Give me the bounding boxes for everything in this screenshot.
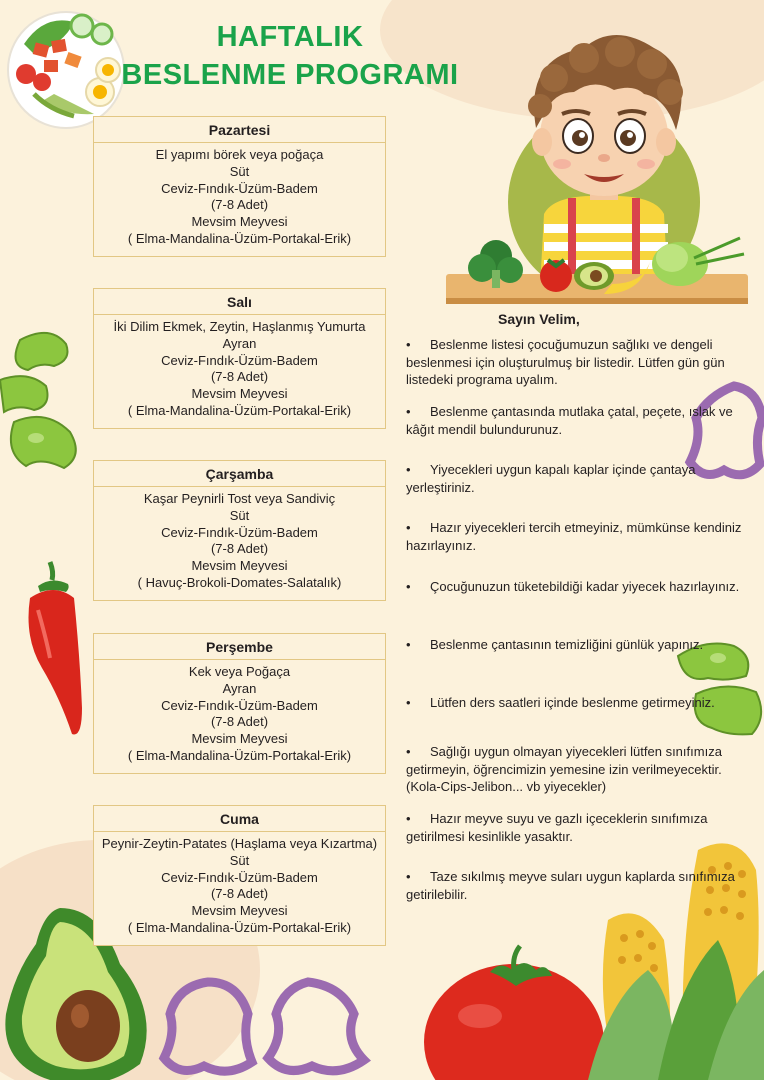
- menu-item: ( Elma-Mandalina-Üzüm-Portakal-Erik): [127, 747, 352, 763]
- menu-item: Kaşar Peynirli Tost veya Sandiviç: [143, 491, 336, 506]
- day-card-wednesday: [93, 460, 386, 601]
- day-name: Cuma: [94, 806, 385, 832]
- note-item: [406, 743, 746, 796]
- note-text: Hazır yiyecekleri tercih etmeyiniz, mümkünse kendiniz hazırlayınız.: [406, 520, 742, 553]
- note-text: Beslenme listesi çocuğumuzun sağlıkı ve dengeli beslenmesi için oluşturulmuş bir listedir. Lütfen gün gün listedeki programa uyalım.: [406, 337, 725, 387]
- menu-item: Peynir-Zeytin-Patates (Haşlama veya Kızartma): [101, 836, 378, 851]
- menu-item: Mevsim Meyvesi: [191, 903, 288, 919]
- bullet: •: [406, 869, 411, 884]
- note-text: Yiyecekleri uygun kapalı kaplar içinde çantaya yerleştiriniz.: [406, 462, 696, 495]
- tomato-illustration: [420, 942, 606, 1080]
- menu-item: Süt: [229, 507, 250, 523]
- menu-item: ( Elma-Mandalina-Üzüm-Portakal-Erik): [127, 402, 352, 418]
- note-text: Sağlığı uygun olmayan yiyecekleri lütfen sınıfımıza getirmeyin, öğrencimizin yemesine izin verilmeyecektir. (Kola-Cips-Jelibon... vb yiyecekler): [406, 744, 722, 794]
- menu-item: Ceviz-Fındık-Üzüm-Badem: [161, 869, 318, 885]
- bullet: •: [406, 579, 411, 594]
- note-item: [406, 461, 746, 496]
- note-text: Taze sıkılmış meyve suları uygun kaplarda sınıfımıza getirilebilir.: [406, 869, 735, 902]
- day-name: Perşembe: [94, 634, 385, 660]
- day-menu: [94, 315, 385, 426]
- day-name: Çarşamba: [94, 461, 385, 487]
- bullet: •: [406, 744, 411, 759]
- day-menu: [94, 487, 385, 598]
- note-item: [406, 336, 746, 389]
- note-text: Beslenme çantasında mutlaka çatal, peçete, ıslak ve kâğıt mendil bulundurunuz.: [406, 404, 733, 437]
- note-item: [406, 810, 746, 845]
- menu-item: (7-8 Adet): [210, 714, 269, 730]
- menu-item: (7-8 Adet): [210, 197, 269, 213]
- bullet: •: [406, 520, 411, 535]
- menu-item: (7-8 Adet): [210, 886, 269, 902]
- day-card-monday: [93, 116, 386, 257]
- bullet: •: [406, 637, 411, 652]
- note-item: [406, 403, 746, 438]
- salad-plate-illustration: [4, 4, 132, 132]
- day-menu: [94, 143, 385, 254]
- menu-item: Ceviz-Fındık-Üzüm-Badem: [161, 352, 318, 368]
- onion-ring-illustration: [158, 974, 372, 1080]
- menu-item: (7-8 Adet): [210, 541, 269, 557]
- note-item: [406, 636, 746, 654]
- title-line-2: BESLENME PROGRAMI: [121, 59, 459, 91]
- menu-item: Ayran: [222, 680, 257, 696]
- title-line-1: HAFTALIK: [216, 21, 364, 53]
- note-item: [406, 578, 746, 596]
- menu-item: Süt: [229, 852, 250, 868]
- day-card-tuesday: [93, 288, 386, 429]
- menu-item: Mevsim Meyvesi: [191, 731, 288, 747]
- bullet: •: [406, 462, 411, 477]
- salutation: Sayın Velim,: [498, 311, 580, 327]
- bullet: •: [406, 695, 411, 710]
- note-text: Beslenme çantasının temizliğini günlük yapınız.: [430, 637, 704, 652]
- menu-item: ( Elma-Mandalina-Üzüm-Portakal-Erik): [127, 230, 352, 246]
- menu-item: ( Havuç-Brokoli-Domates-Salatalık): [137, 574, 342, 590]
- bullet: •: [406, 811, 411, 826]
- page-title: [120, 18, 460, 94]
- day-name: Pazartesi: [94, 117, 385, 143]
- red-pepper-illustration: [20, 558, 92, 742]
- note-item: [406, 519, 746, 554]
- day-card-friday: [93, 805, 386, 946]
- note-item: [406, 694, 746, 712]
- menu-item: Ayran: [222, 335, 257, 351]
- note-text: Hazır meyve suyu ve gazlı içeceklerin sınıfımıza getirilmesi kesinlikle yasaktır.: [406, 811, 708, 844]
- menu-item: ( Elma-Mandalina-Üzüm-Portakal-Erik): [127, 919, 352, 935]
- menu-item: İki Dilim Ekmek, Zeytin, Haşlanmış Yumurta: [113, 319, 366, 334]
- note-item: [406, 868, 746, 903]
- menu-item: Mevsim Meyvesi: [191, 558, 288, 574]
- bullet: •: [406, 337, 411, 352]
- menu-item: (7-8 Adet): [210, 369, 269, 385]
- day-card-thursday: [93, 633, 386, 774]
- note-text: Çocuğunuzun tüketebildiği kadar yiyecek hazırlayınız.: [430, 579, 740, 594]
- menu-item: Süt: [229, 163, 250, 179]
- menu-item: Mevsim Meyvesi: [191, 386, 288, 402]
- menu-item: Kek veya Poğaça: [188, 664, 291, 679]
- day-name: Salı: [94, 289, 385, 315]
- day-menu: [94, 660, 385, 771]
- menu-item: Ceviz-Fındık-Üzüm-Badem: [161, 180, 318, 196]
- beans-illustration: [0, 326, 90, 474]
- menu-item: Mevsim Meyvesi: [191, 214, 288, 230]
- menu-item: Ceviz-Fındık-Üzüm-Badem: [161, 524, 318, 540]
- boy-with-vegetables-illustration: [444, 18, 754, 310]
- bullet: •: [406, 404, 411, 419]
- menu-item: Ceviz-Fındık-Üzüm-Badem: [161, 697, 318, 713]
- note-text: Lütfen ders saatleri içinde beslenme getirmeyiniz.: [430, 695, 715, 710]
- menu-item: El yapımı börek veya poğaça: [155, 147, 324, 162]
- day-menu: [94, 832, 385, 943]
